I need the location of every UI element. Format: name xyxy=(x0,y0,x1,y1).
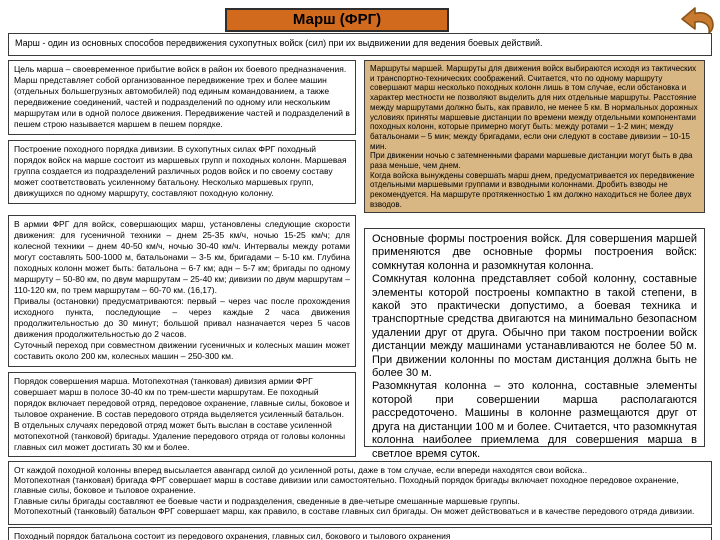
battalion-order-box xyxy=(8,527,712,540)
battalion-order-text: Походный порядок батальона состоит из передового охранения, главных сил, бокового и тылового охранения xyxy=(14,531,451,540)
formations-paragraph-1: Основные формы построения войск. Для совершения маршей применяются две основные формы построения войск: сомкнутая колонна и разомкнутая колонна. xyxy=(372,233,697,272)
routes-paragraph-2: При движении ночью с затемненными фарами маршевые дистанции могут быть в два раза меньше, чем днем. xyxy=(370,151,693,171)
routes-paragraph-3: Когда войска вынуждены совершать марш днем, предусматривается их передвижение отдельными маршевыми группами и взводными колоннами. Дробить взводы не рекомендуется. На маршруте протяженностью 1 км должно находиться не более двух взводов. xyxy=(370,170,695,209)
halts-paragraph: Привалы (остановки) предусматриваются: первый – через час после прохождения исходного пункта, последующие – через каждые 2 часа движения продолжительностью до 30 минут; большой привал назначается через 5 часов движения продолжительностью до 2 часов. xyxy=(14,296,350,339)
intro-text: Марш - один из основных способов передвижения сухопутных войск (сил) при их выдвижении для ведения боевых действий. xyxy=(15,38,543,48)
formations-box xyxy=(364,228,705,460)
page-title: Марш (ФРГ) xyxy=(225,8,449,32)
routes-paragraph-1: Маршруты маршей. Маршруты для движения войск выбираются исходя из тактических и транспортно-технических соображений. Считается, что по одному маршруту совершают марш несколько походных колонн лишь в том случае, если обстановка и характер местности не позволяют выделить для них отдельные маршруты. Расстояние между маршрутами должно быть, как правило, не менее 5 км. В нормальных дорожных условиях приняты маршевые дистанции по времени между отдельными компонентами походных колонн, которые примерно могут быть: между ротами – 1-2 мин; между батальонами – 5 мин; между бригадами, если они следуют в составе дивизии – 10-15 мин. xyxy=(370,64,698,151)
vanguard-paragraph-2: Мотопехотная (танковая) бригада ФРГ совершает марш в составе дивизии или самостоятельно. Походный порядок бригады включает походное передовое охранение, главные силы, боковое и тыловое охранение. xyxy=(14,475,679,496)
formations-paragraph-3: Разомкнутая колонна – это колонна, составные элементы которой при совершении марша располагаются рассредоточено. Машины в колонне размещаются друг от друга на дистанции 100 м и более. Считается, что разомкнутая колонна наиболее приемлема для совершения марша в светлое время суток. xyxy=(372,380,697,460)
vanguard-box xyxy=(8,461,712,525)
division-march-order-box xyxy=(8,140,356,204)
intro-box xyxy=(8,33,712,56)
vanguard-paragraph-3: Главные силы бригады составляют ее боевые части и подразделения, сведенные в две-четыре смешанные маршевые группы. xyxy=(14,495,520,506)
vanguard-paragraph-4: Мотопехотный (танковый) батальон ФРГ совершает марш, как правило, в составе главных сил бригады. Он может действоваться и в качестве передового отряда дивизии. xyxy=(14,505,695,516)
speeds-paragraph: В армии ФРГ для войск, совершающих марш, установлены следующие скорости движения: для гусеничной техники – днем 25-35 км/ч, ночью 15-25 км/ч; для колесной техники – днем 40-50 км/ч, ночью 30-40 км/ч. Интервалы между ротами могут составлять 500-1000 м, батальонами – 3-5 км, бригадами – 5-10 км. Глубина походных колонн может быть: батальона – 6-7 км; адн – 5-7 км; бригады по одному маршруту – 50-80 км, по двум маршрутам – 25-40 км; дивизии по двум маршрутам – 110-120 км, по трем маршрутам – 60-70 км. (16,17). xyxy=(14,219,350,295)
march-procedure-box xyxy=(8,372,356,457)
division-march-order-text: Построение походного порядка дивизии. В сухопутных силах ФРГ походный порядок войск на марше состоит из маршевых групп и походных колонн. Маршевая группа создается из подразделений различных родов войск и по своему составу может соответствовать усиленному батальону. Несколько маршевых групп, движущихся по одному маршруту, составляют походную колонну. xyxy=(14,144,347,198)
formations-paragraph-2: Сомкнутая колонна представляет собой колонну, составные элементы которой построены компактно в такой степени, в какой это практически допустимо, а боевая техника и транспортные средства двигаются на минимально безопасном удалении друг от друга. Обычно при таком построении войск дистанции между машинами устанавливаются не более 50 м. При движении колонны по мостам дистанция должна быть не более 30 м. xyxy=(372,273,697,380)
march-routes-box xyxy=(364,60,705,213)
march-procedure-text: Порядок совершения марша. Мотопехотная (танковая) дивизия армии ФРГ совершает марш в полосе 30-40 км по трем-шести маршрутам. Ее походный порядок включает передовой отряд, передовое охранение, главные силы, боковое и тыловое охранение. В состав передового отряда выделяется усиленный батальон. В отдельных случаях передовой отряд может быть выслан в составе усиленной мотопехотной (танковой) бригады. Удаление передового отряда от головы колонны главных сил может достигать 30 км и более. xyxy=(14,376,350,452)
march-speeds-box xyxy=(8,215,356,367)
daily-march-paragraph: Суточный переход при совместном движении гусеничных и колесных машин может составить около 200 км, колесных машин – 250-300 км. xyxy=(14,340,350,361)
curved-arrow-icon[interactable] xyxy=(678,0,718,34)
goal-box xyxy=(8,60,356,135)
vanguard-paragraph-1: От каждой походной колонны вперед высылается авангард силой до усиленной роты, даже в том случае, если впереди находятся свои войска.. xyxy=(14,465,588,475)
goal-text: Цель марша – своевременное прибытие войск в район их боевого предназначения. Марш представляет собой организованное передвижение трех и более машин (отдельных большегрузных автомобилей) под единым командованием, а также передвижение соединений, частей и подразделений по одному или нескольким маршрутам или в одной полосе движения. Передвижение частей и подразделений в пешем строю называется маршем в пешем порядке. xyxy=(14,64,350,129)
